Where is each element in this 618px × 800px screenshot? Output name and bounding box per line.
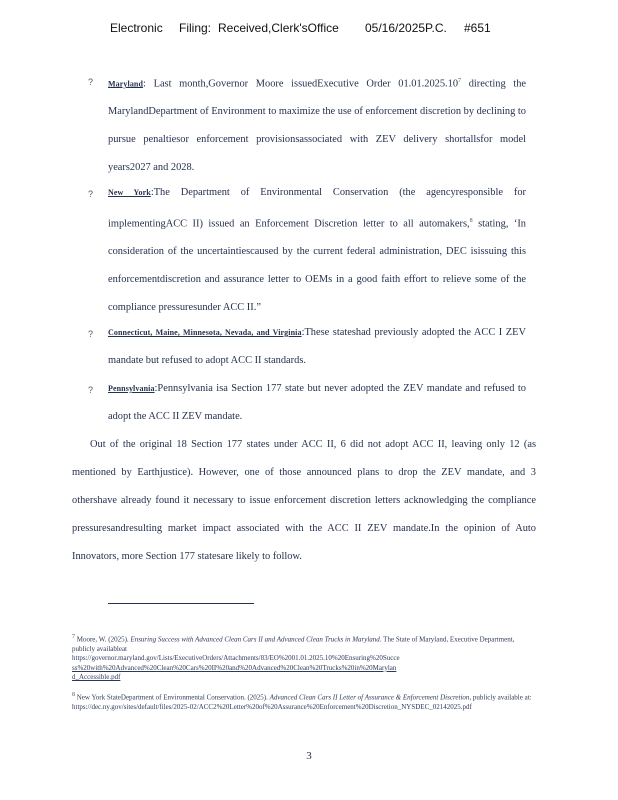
list-item-maryland: Maryland: Last month,Governor Moore issuedExecutive Order 01.01.2025.10$^7$ directing the MarylandDepartment of Environment to maximize the use of enforcement discretion by declining to pursue penaltiesor enforcement provisionsassociated with ZEV delivery shortallsfor model years2027 and 2028. bbox=[108, 78, 527, 174]
bullet-marker: ? bbox=[88, 77, 94, 87]
list-item-other-states: Connecticut, Maine, Minnesota, Nevada, and Virginia:These stateshad previously adopted the ACC I ZEV mandate but refused to adopt ACC II standards. bbox=[108, 327, 526, 366]
footnote-ref: 8 bbox=[469, 218, 473, 224]
bullet-marker: ? bbox=[88, 189, 94, 199]
footnote-url[interactable]: ss%20with%20Advanced%20Clean%20Cars%20II%20and%20Advanced%20Clean%20Trucks%20in%20Marylan bbox=[72, 663, 397, 672]
footnote-url[interactable]: https://governor.maryland.gov/Lists/ExecutiveOrders/Attachments/83/EO%2001.01.2025.10%20Ensuring%20Succe bbox=[72, 654, 400, 663]
header-electronic: Electronic bbox=[110, 21, 163, 35]
header-filing: Filing: bbox=[179, 21, 212, 35]
list-item-new-york: New York:The Department of Environmental Conservation (the agencyresponsible for implementingACC II) issued an Enforcement Discretion letter to all automakers,$^8$ stating, ‘In consideration of the uncertaintiescaused by the current federal administration, DEC isissuing this enforcementdiscretion and assurance letter to OEMs in a good faith effort to relieve some of the compliance pressuresunder ACC II.” bbox=[108, 187, 527, 314]
item-lead: New York bbox=[108, 188, 151, 197]
header-received: Received,Clerk'sOffice bbox=[218, 21, 339, 35]
page-number: 3 bbox=[306, 750, 312, 762]
bullet-marker: ? bbox=[88, 329, 94, 339]
footnote-rule bbox=[108, 603, 254, 604]
header-date: 05/16/2025P.C. bbox=[365, 21, 447, 35]
body-paragraph: Out of the original 18 Section 177 states under ACC II, 6 did not adopt ACC II, leaving only 12 (as mentioned by Earthjustice). However, one of those announced plans to drop the ZEV mandate, and 3 othershave already found it necessary to issue enforcement discretion letters acknowledging the compliance pressuresandresulting market impact associated with the ACC II ZEV mandate.In the opinion of Auto Innovators, more Section 177 statesare likely to follow. bbox=[72, 439, 536, 562]
item-lead: Connecticut, Maine, Minnesota, Nevada, and Virginia bbox=[108, 328, 302, 337]
item-lead: Pennsylvania bbox=[108, 384, 155, 393]
bullet-marker: ? bbox=[88, 385, 94, 395]
footnote-url[interactable]: d_Accessible.pdf bbox=[72, 673, 121, 682]
footnote-7: $^7$ Moore, W. (2025). Ensuring Success with Advanced Clean Cars II and Advanced Clean Trucks in Maryland. The State of Maryland, Executive Department, publicly availableat https://governor.maryland.gov/Lists/ExecutiveOrders/Attachments/83/EO%2001.01.2025.10%20Ensuring%20Succe ss%20with%20Advanced%20Clean%20Cars%20II%20and%20Advanced%20Clean%20Trucks%20in%20Marylan d_Accessible.pdf bbox=[72, 634, 515, 682]
item-lead: Maryland bbox=[108, 79, 144, 89]
list-item-pennsylvania: Pennsylvania:Pennsylvania isa Section 177 state but never adopted the ZEV mandate and refused to adopt the ACC II ZEV mandate. bbox=[108, 383, 526, 422]
footnote-ref: 7 bbox=[458, 78, 462, 84]
footnote-8: $^8$ New York StateDepartment of Environmental Conservation. (2025). Advanced Clean Cars II Letter of Assurance & Enforcement Discretion, publicly available at: https://dec.ny.gov/sites/default/files/2025-02/ACC2%20Letter%20of%20Assurance%20Enforcement%20Discretion_NYSDEC_02142025.pdf bbox=[72, 692, 532, 711]
header-number: #651 bbox=[464, 21, 491, 35]
footnote-url[interactable]: https://dec.ny.gov/sites/default/files/2025-02/ACC2%20Letter%20of%20Assurance%20Enforcement%20Discretion_NYSDEC_02142025.pdf bbox=[72, 702, 472, 711]
